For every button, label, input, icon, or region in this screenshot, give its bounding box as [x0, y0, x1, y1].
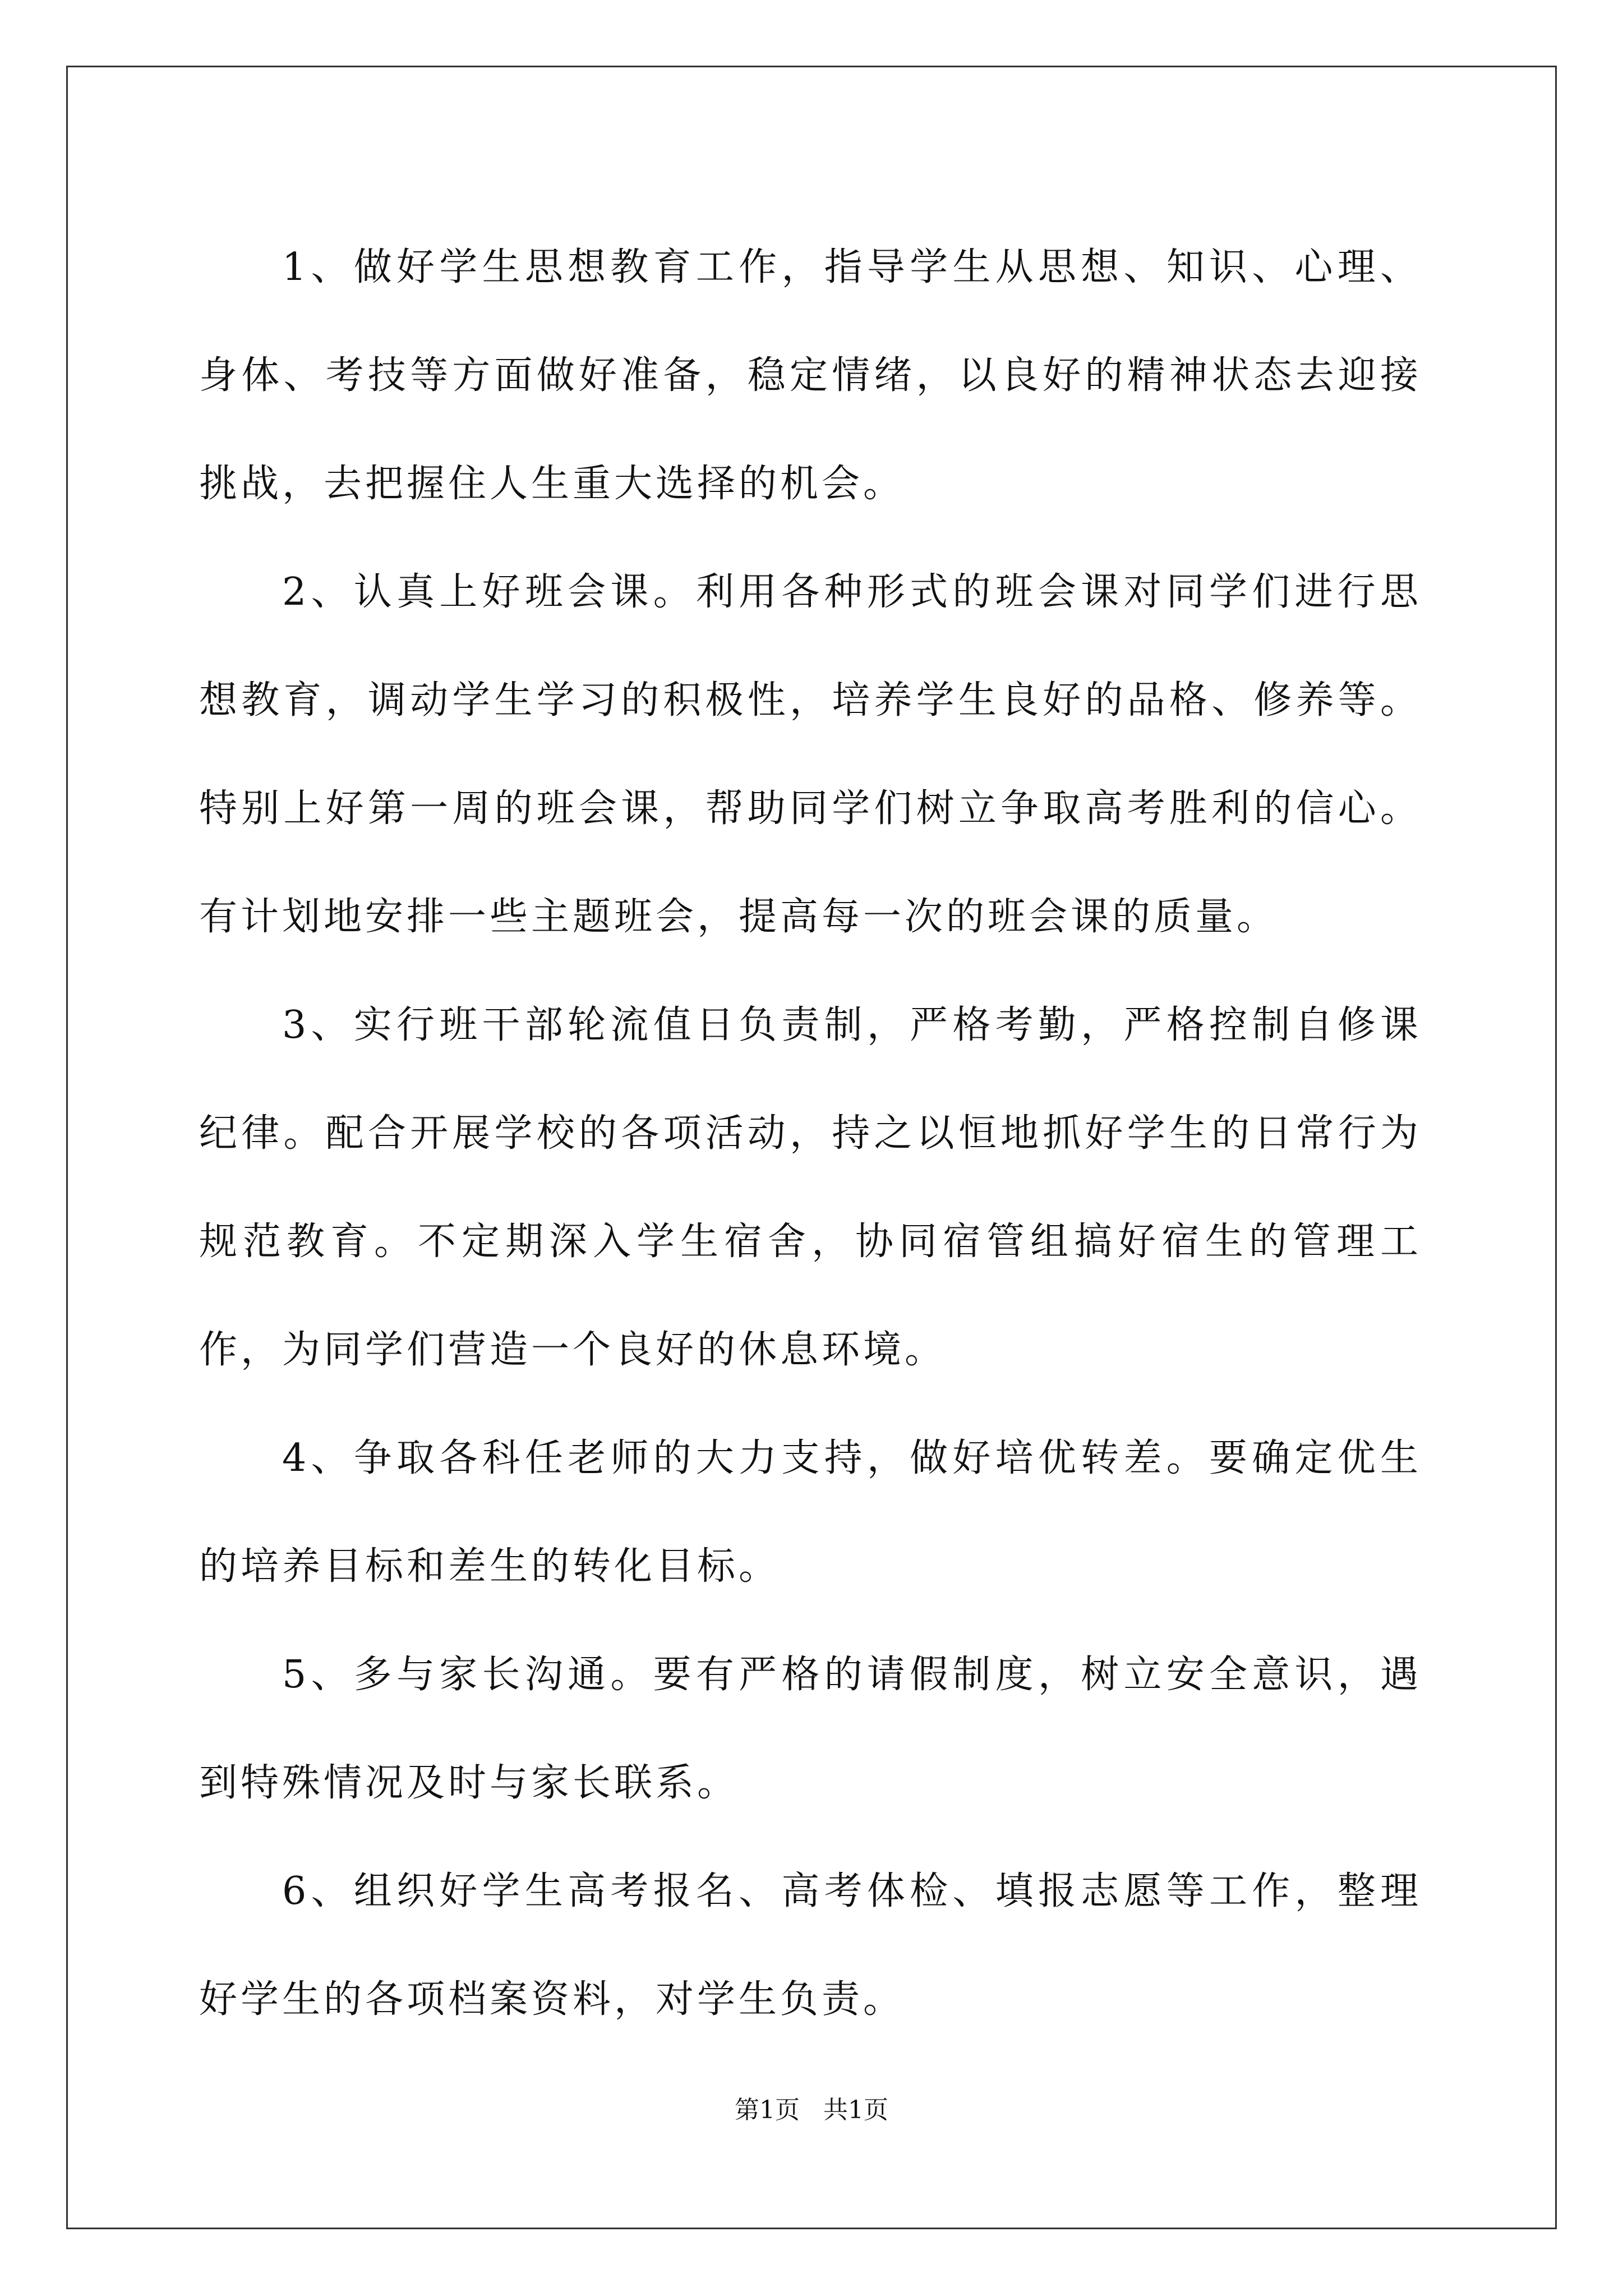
paragraph-4: 4、争取各科任老师的大力支持，做好培优转差。要确定优生的培养目标和差生的转化目标。: [199, 1436, 1422, 1589]
paragraph-1: 1、做好学生思想教育工作，指导学生从思想、知识、心理、身体、考技等方面做好准备，稳定情绪，以良好的精神状态去迎接挑战，去把握住人生重大选择的机会。: [199, 245, 1422, 506]
page-footer: 第1页 共1页: [735, 2096, 888, 2124]
paragraph-6: 6、组织好学生高考报名、高考体检、填报志愿等工作，整理好学生的各项档案资料，对学生负责。: [199, 1869, 1422, 2022]
document-body: [199, 213, 1422, 2054]
paragraph-5: 5、多与家长沟通。要有严格的请假制度，树立安全意识，遇到特殊情况及时与家长联系。: [199, 1653, 1422, 1805]
paragraph-2: 2、认真上好班会课。利用各种形式的班会课对同学们进行思想教育，调动学生学习的积极性，培养学生良好的品格、修养等。特别上好第一周的班会课，帮助同学们树立争取高考胜利的信心。有计划地安排一些主题班会，提高每一次的班会课的质量。: [199, 570, 1422, 939]
paragraph-3: 3、实行班干部轮流值日负责制，严格考勤，严格控制自修课纪律。配合开展学校的各项活动，持之以恒地抓好学生的日常行为规范教育。不定期深入学生宿舍，协同宿管组搞好宿生的管理工作，为同学们营造一个良好的休息环境。: [199, 1003, 1422, 1372]
